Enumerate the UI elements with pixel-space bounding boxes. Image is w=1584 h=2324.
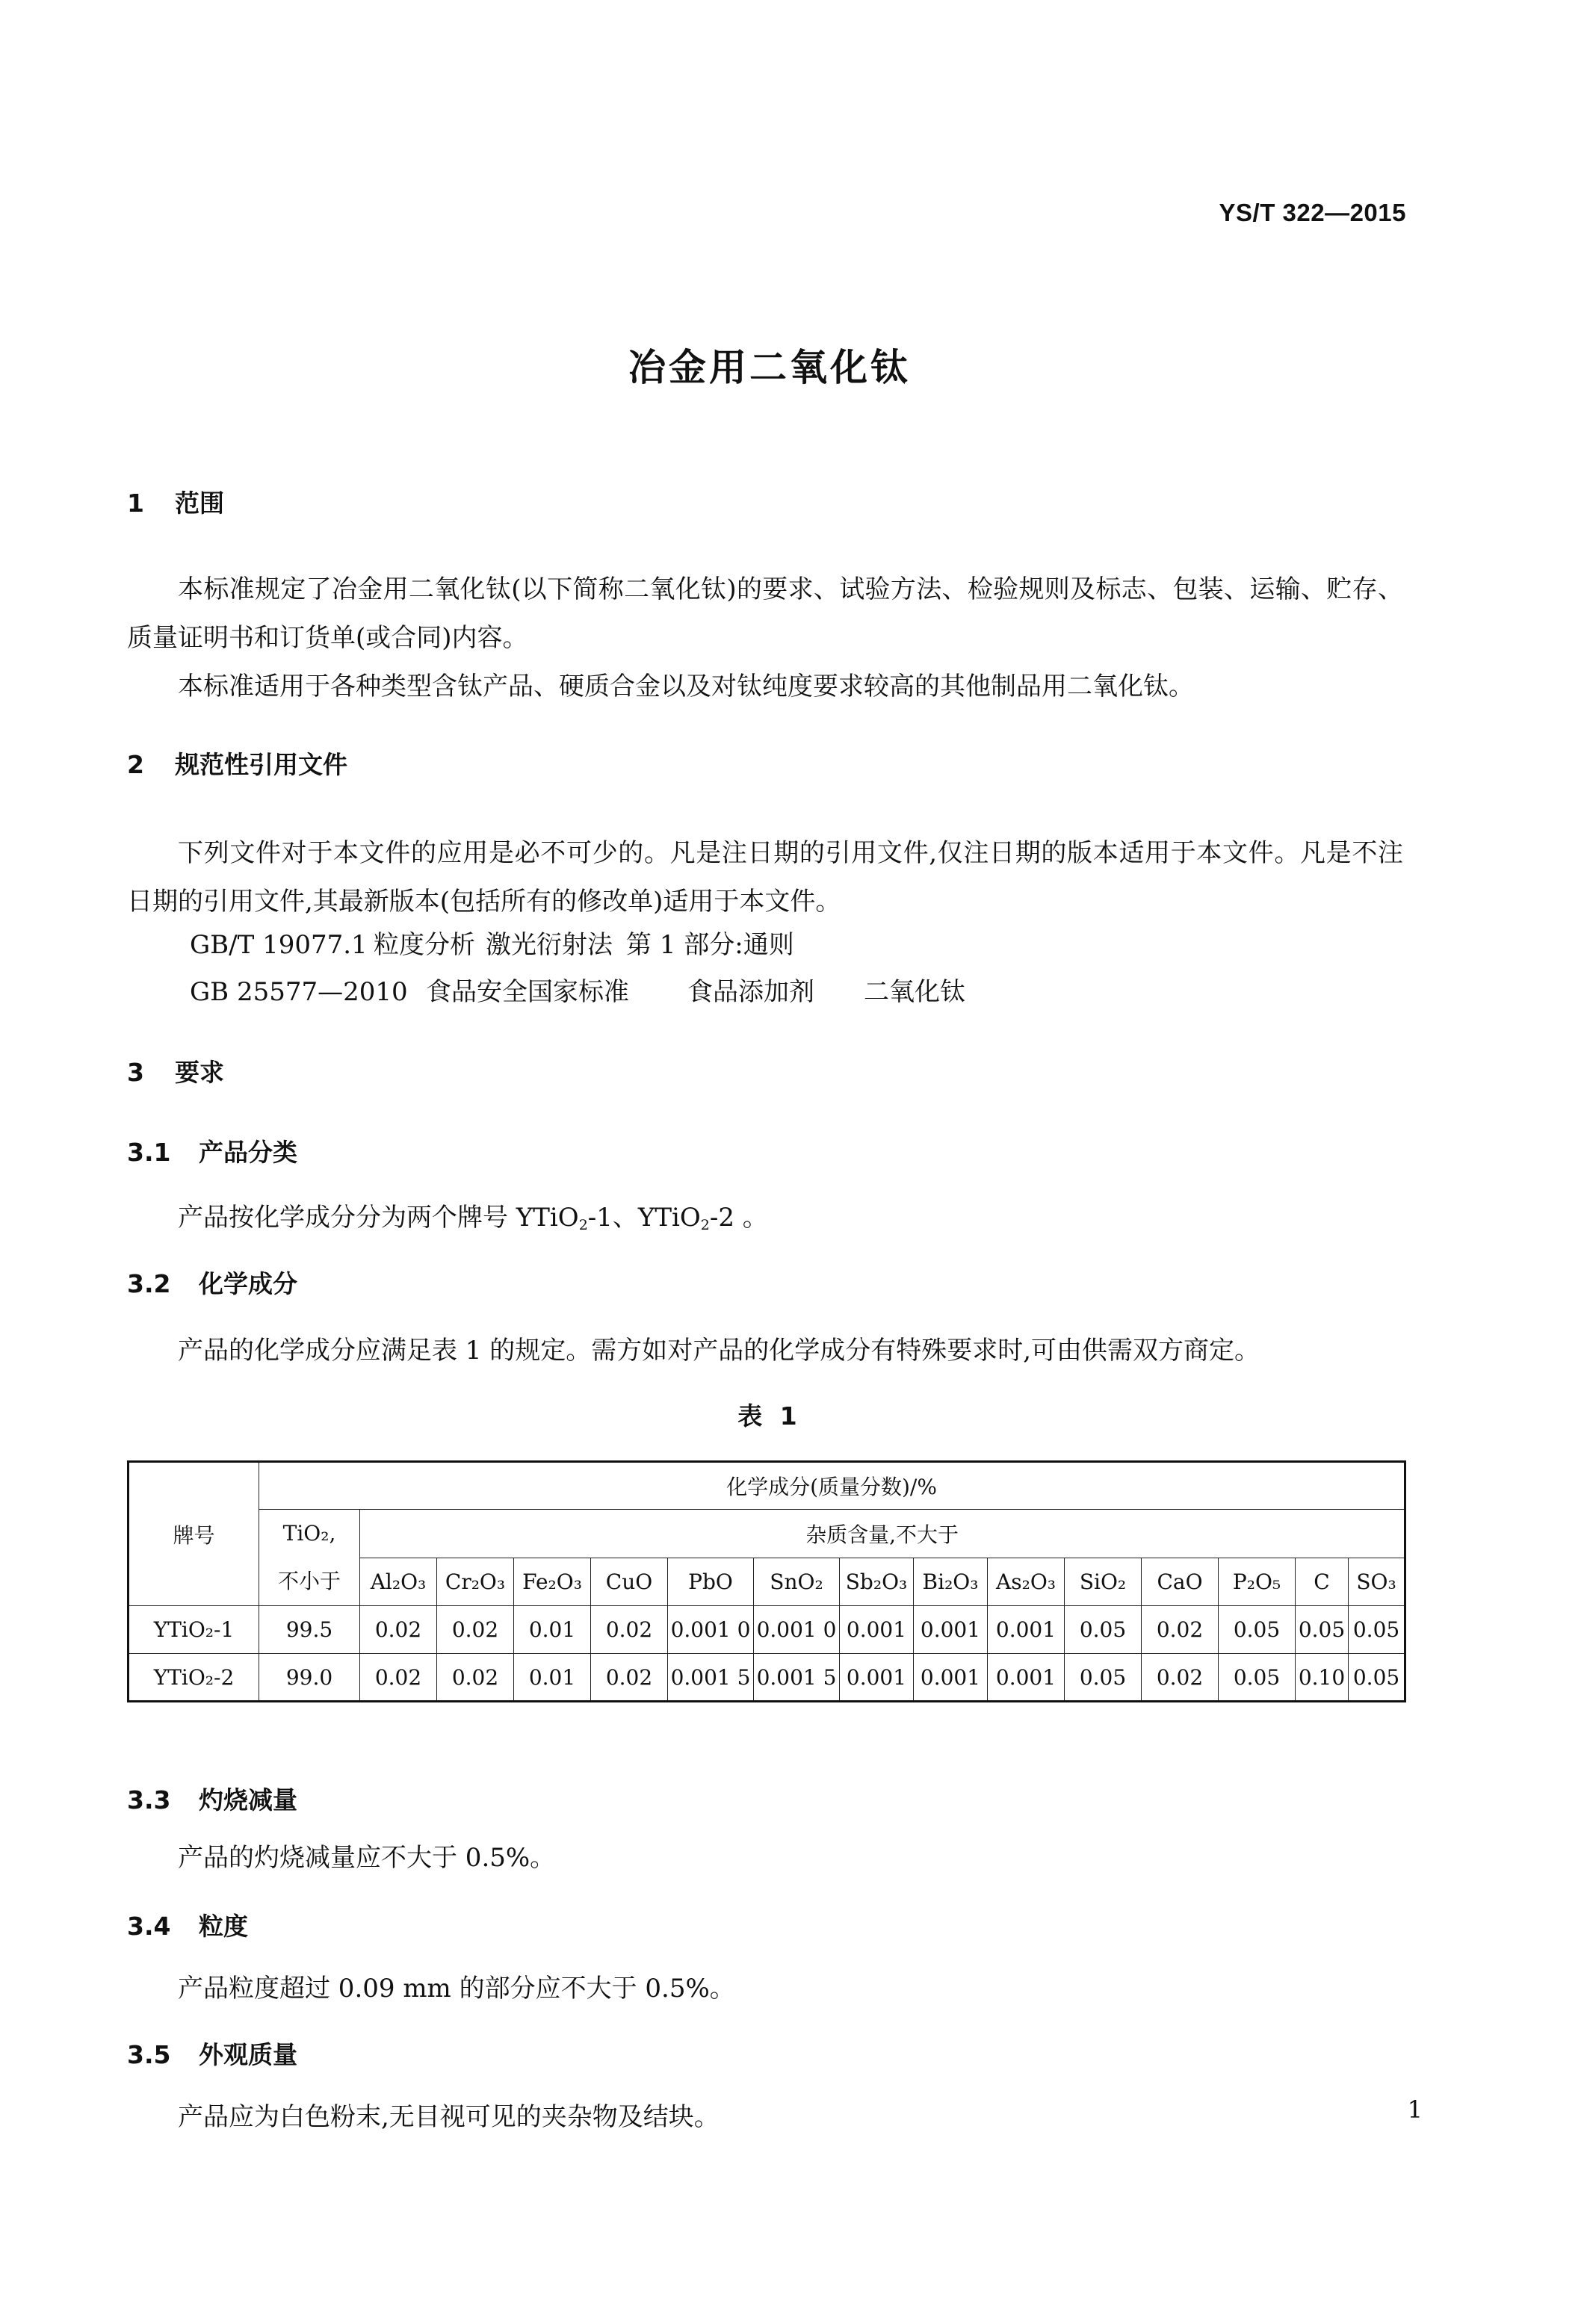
subsection-3-4-body [127,1965,1403,2013]
table-row [129,1606,1405,1654]
table-header-row [129,1462,1405,1510]
impurity-column-header: SnO₂ [754,1558,840,1606]
impurity-value-cell: 0.02 [360,1654,437,1702]
impurity-value-cell: 0.01 [514,1606,591,1654]
subsection-3-1-heading [127,1133,297,1168]
table-caption: 表 1 [737,1401,802,1431]
section-2-body [127,829,1403,926]
impurity-value-cell: 0.02 [360,1606,437,1654]
paragraph: 产品按化学成分分为两个牌号 YTiO$_2$-1、YTiO$_2$-2 。 [178,1203,768,1233]
paragraph: 产品应为白色粉末,无目视可见的夹杂物及结块。 [178,2102,720,2132]
subsection-3-3-body [127,1834,1403,1883]
document-title: 冶金用二氧化钛 [628,346,911,389]
impurity-column-header: SiO₂ [1065,1558,1142,1606]
section-title: 规范性引用文件 [175,750,347,779]
paragraph: 产品粒度超过 0.09 mm 的部分应不大于 0.5%。 [178,1974,735,2004]
subsection-3-1-body [127,1194,1403,1250]
grade-header: 牌号 [129,1462,259,1606]
reference-part: 粒度分析 [374,930,475,960]
subsection-title: 产品分类 [199,1138,297,1167]
impurity-value-cell: 0.02 [1142,1654,1219,1702]
subsection-3-5-body [127,2093,1403,2142]
impurity-value-cell: 0.05 [1065,1654,1142,1702]
standard-code: YS/T 322—2015 [1219,199,1406,226]
impurity-column-header: PbO [668,1558,754,1606]
subsection-number: 3.3 [127,1785,171,1815]
reference-code: GB 25577—2010 [190,977,408,1007]
paragraph: 本标准规定了冶金用二氧化钛(以下简称二氧化钛)的要求、试验方法、检验规则及标志、包装、运输、贮存、质量证明书和订货单(或合同)内容。 [127,574,1403,653]
section-1-heading [127,484,224,519]
impurity-value-cell: 0.001 0 [754,1606,840,1654]
impurity-value-cell: 0.001 [914,1606,988,1654]
impurity-column-header: Sb₂O₃ [840,1558,914,1606]
impurity-value-cell: 0.001 [840,1654,914,1702]
impurity-value-cell: 0.001 [988,1606,1065,1654]
impurity-column-header: As₂O₃ [988,1558,1065,1606]
section-title: 范围 [175,489,224,518]
impurity-value-cell: 0.02 [591,1654,668,1702]
subsection-title: 化学成分 [199,1269,297,1298]
tio2-cell: 99.5 [259,1606,360,1654]
impurity-column-header: Bi₂O₃ [914,1558,988,1606]
section-number: 1 [127,489,144,518]
subsection-3-5-heading [127,2036,297,2071]
subsection-3-4-heading [127,1907,248,1942]
subsection-title: 外观质量 [199,2040,297,2069]
page-number: 1 [1407,2095,1423,2124]
subsection-number: 3.4 [127,1912,171,1941]
subsection-title: 粒度 [199,1912,248,1941]
reference-part: 第 1 部分:通则 [626,930,794,960]
reference-item [190,971,965,1008]
reference-part: 食品添加剂 [687,977,814,1007]
impurity-value-cell: 0.05 [1349,1606,1405,1654]
impurity-value-cell: 0.001 5 [668,1654,754,1702]
grade-cell: YTiO₂-2 [129,1654,259,1702]
section-3-heading [127,1053,224,1088]
section-2-heading [127,746,347,781]
section-number: 2 [127,750,144,779]
subsection-number: 3.5 [127,2040,171,2069]
impurity-value-cell: 0.05 [1219,1606,1296,1654]
impurity-value-cell: 0.05 [1065,1606,1142,1654]
impurity-value-cell: 0.05 [1349,1654,1405,1702]
impurity-value-cell: 0.02 [437,1606,514,1654]
impurity-value-cell: 0.01 [514,1654,591,1702]
impurity-value-cell: 0.001 0 [668,1606,754,1654]
tio2-header: TiO₂, 不小于 [259,1510,360,1606]
impurity-value-cell: 0.05 [1219,1654,1296,1702]
impurity-value-cell: 0.02 [1142,1606,1219,1654]
table-header-row [129,1510,1405,1558]
impurity-value-cell: 0.05 [1296,1606,1349,1654]
impurity-column-header: Al₂O₃ [360,1558,437,1606]
paragraph: 产品的灼烧减量应不大于 0.5%。 [178,1843,556,1873]
impurity-value-cell: 0.001 [840,1606,914,1654]
impurity-header: 杂质含量,不大于 [360,1510,1405,1558]
impurity-column-header: CuO [591,1558,668,1606]
reference-code: GB/T 19077.1 [190,930,368,960]
impurity-value-cell: 0.02 [591,1606,668,1654]
paragraph: 本标准适用于各种类型含钛产品、硬质合金以及对钛纯度要求较高的其他制品用二氧化钛。 [178,672,1194,701]
reference-item [190,924,794,961]
reference-part: 二氧化钛 [864,977,965,1007]
subsection-3-2-body [127,1327,1403,1375]
paragraph: 下列文件对于本文件的应用是必不可少的。凡是注日期的引用文件,仅注日期的版本适用于本文件。凡是不注日期的引用文件,其最新版本(包括所有的修改单)适用于本文件。 [127,838,1403,917]
subsection-3-3-heading [127,1781,297,1816]
impurity-value-cell: 0.001 [988,1654,1065,1702]
section-title: 要求 [175,1058,224,1087]
impurity-column-header: P₂O₅ [1219,1558,1296,1606]
section-1-body [127,565,1403,711]
impurity-column-header: SO₃ [1349,1558,1405,1606]
impurity-value-cell: 0.10 [1296,1654,1349,1702]
tio2-cell: 99.0 [259,1654,360,1702]
composition-header: 化学成分(质量分数)/% [259,1462,1405,1510]
reference-part: 食品安全国家标准 [426,977,629,1007]
subsection-number: 3.1 [127,1138,171,1167]
paragraph: 产品的化学成分应满足表 1 的规定。需方如对产品的化学成分有特殊要求时,可由供需双方商定。 [178,1336,1260,1366]
table-row [129,1654,1405,1702]
impurity-value-cell: 0.001 [914,1654,988,1702]
reference-part: 激光衍射法 [486,930,613,960]
subsection-3-2-heading [127,1265,297,1300]
impurity-column-header: Cr₂O₃ [437,1558,514,1606]
chemical-composition-table [127,1460,1406,1702]
impurity-column-header: Fe₂O₃ [514,1558,591,1606]
grade-cell: YTiO₂-1 [129,1606,259,1654]
impurity-column-header: CaO [1142,1558,1219,1606]
impurity-column-header: C [1296,1558,1349,1606]
impurity-value-cell: 0.02 [437,1654,514,1702]
subsection-title: 灼烧减量 [199,1785,297,1815]
subsection-number: 3.2 [127,1269,171,1298]
section-number: 3 [127,1058,144,1087]
impurity-value-cell: 0.001 5 [754,1654,840,1702]
